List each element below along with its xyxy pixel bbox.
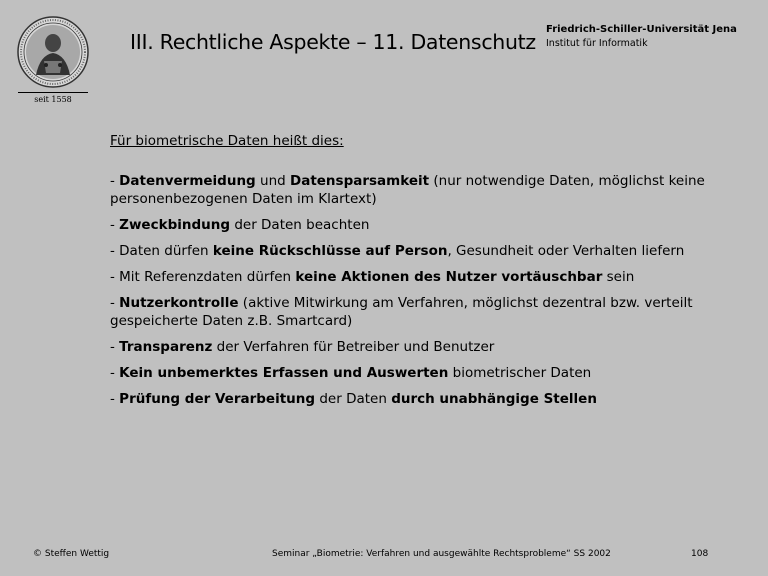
bullet-text: biometrischer Daten <box>448 365 592 381</box>
footer-author: © Steffen Wettig <box>33 549 110 559</box>
bullet-item <box>110 364 710 382</box>
bullet-item <box>110 294 710 330</box>
bullet-bold-text: Datensparsamkeit <box>290 173 430 189</box>
bullet-text: - <box>110 365 120 381</box>
bullet-text: - <box>110 339 120 355</box>
bullet-text: der Daten <box>315 391 392 407</box>
bullet-text: (nur notwendige Daten, möglichst keine personenbezogenen Daten im Klartext) <box>110 173 705 207</box>
university-name: Friedrich-Schiller-Universität Jena <box>546 24 737 35</box>
bullet-item <box>110 338 710 356</box>
institute-name: Institut für Informatik <box>546 38 648 49</box>
bullet-item <box>110 216 710 234</box>
footer-seminar: Seminar „Biometrie: Verfahren und ausgewählte Rechtsprobleme“ SS 2002 <box>272 549 611 559</box>
bullet-text: - <box>110 217 120 233</box>
bullet-bold-text: Zweckbindung <box>119 217 231 233</box>
bullet-text: (aktive Mitwirkung am Verfahren, möglichst dezentral bzw. verteilt gespeicherte Daten z.B. Smartcard) <box>110 295 693 329</box>
footer-page-number: 108 <box>691 549 709 559</box>
slide-content <box>110 132 710 416</box>
logo-caption: seit 1558 <box>34 95 72 104</box>
slide-title: III. Rechtliche Aspekte – 11. Datenschutz <box>130 30 536 54</box>
logo-underline <box>18 92 88 93</box>
bullet-bold-text: keine Aktionen des Nutzer vortäuschbar <box>295 269 603 285</box>
bullet-bold-text: Kein unbemerktes Erfassen und Auswerten <box>119 365 449 381</box>
bullet-text: und <box>255 173 290 189</box>
bullet-item <box>110 268 710 286</box>
bullet-item <box>110 390 710 408</box>
bullet-text: - <box>110 173 120 189</box>
bullet-text: , Gesundheit oder Verhalten liefern <box>447 243 685 259</box>
bullet-bold-text: Transparenz <box>119 339 213 355</box>
content-heading: Für biometrische Daten heißt dies: <box>110 133 344 149</box>
bullet-text: - <box>110 295 120 311</box>
bullet-bold-text: Nutzerkontrolle <box>119 295 239 311</box>
bullet-bold-text: Datenvermeidung <box>119 173 256 189</box>
bullet-text: sein <box>602 269 635 285</box>
bullet-text: der Verfahren für Betreiber und Benutzer <box>212 339 495 355</box>
bullet-text: - <box>110 391 120 407</box>
university-seal-logo <box>16 15 90 89</box>
bullet-bold-text: Prüfung der Verarbeitung <box>119 391 316 407</box>
bullet-text: - Daten dürfen <box>110 243 213 259</box>
bullet-bold-text: keine Rückschlüsse auf Person <box>212 243 448 259</box>
bullet-text: - Mit Referenzdaten dürfen <box>110 269 296 285</box>
bullet-item <box>110 172 710 208</box>
bullet-list <box>110 172 710 408</box>
bullet-bold-text: durch unabhängige Stellen <box>391 391 597 407</box>
bullet-item <box>110 242 710 260</box>
bullet-text: der Daten beachten <box>230 217 370 233</box>
